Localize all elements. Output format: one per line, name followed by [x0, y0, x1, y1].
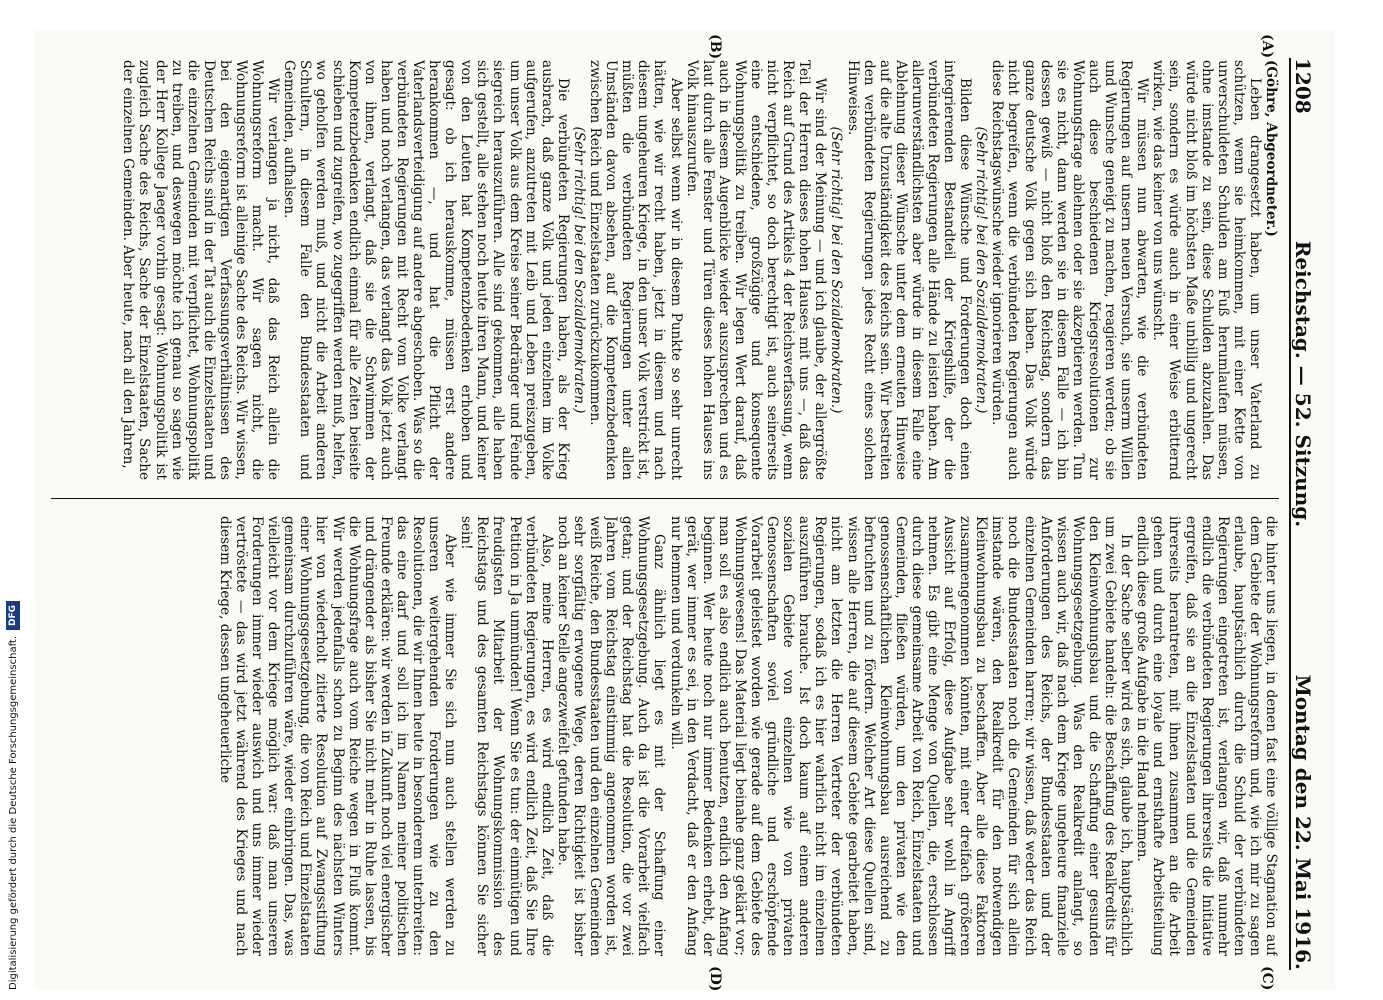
paragraph: Aber selbst wenn wir in diesem Punkte so sehr unrecht hätten, wie wir recht haben, jetzt in diesem und nach diesem ungeheuren Kriege, in den unser Volk verstrickt ist, müßten die verbündeten Regierungen unter allen Umständen davon absehen, auf die Kompetenzbedenken zwischen Reich und Einzelstaaten zurückzukommen.	[587, 60, 684, 480]
paragraph: Bilden diese Wünsche und Forderungen doch einen integrierenden Bestandteil der Kriegshilfe, der die verbündeten Regierungen alle Hände zu leisten haben. Am allerunverständlichsten aber würde in diesem Falle eine Ablehnung dieser Wünsche unter dem erneuten Hinweise auf die alte Unzuständigkeit des Reichs sein. Wir bestreiten den verbündeten Regierungen jedes Recht eines solchen Hinweises.	[844, 60, 974, 480]
paragraph: In der Sache selber wird es sich, glaube ich, hauptsächlich um zwei Gebiete handeln: die Beschaffung des Realkredits für den Kleinwohnungsbau und die Schaffung einer gesunden Wohnungsgesetzgebung. Was den Realkredit anlangt, so wissen auch wir, daß nach dem Kriege ungeheure finanzielle Anforderungen des Reichs, der Bundesstaaten und der einzelnen Gemeinden harren; wir wissen, daß weder das Reich noch die Bundesstaaten noch die Gemeinden für sich allein imstande wären, den Realkredit für den notwendigen Kleinwohnungsbau zu beschaffen. Aber alle diese Faktoren zusammengenommen könnten, mit einer dreifach größeren Aussicht auf Erfolg, diese Aufgabe sehr wohl in Angriff nehmen. Es gibt eine Menge von Quellen, die, erschlossen durch diese gemeinsame Arbeit von Reich, Einzelstaaten und Gemeinden, fließen würden, um den privaten wie den genossenschaftlichen Kleinwohnungsbau ausreichend zu befruchten und zu fördern. Welcher Art diese Quellen sind, wissen alle Herren, die auf diesem Gebiete gearbeitet haben, nicht am letzten die Herren Vertreter der verbündeten Regierungen, sodaß ich es hier wahrlich nicht im einzelnen auszuführen brauche. Ist doch kaum auf einem anderen sozialen Gebiete von einzelnen wie von privaten Genossenschaften soviel gründliche und erschöpfende Vorarbeit geleistet worden wie gerade auf dem Gebiete des Wohnungswesens! Das Material liegt beinahe ganz geklärt vor; man soll es also endlich auch benutzen, endlich den Anfang beginnen. Wer heute noch nur immer Bedenken erhebt, der gerät, wer immer es sei, in den Verdacht, daß er den Anfang nur hemmen und verdunkeln will.	[667, 516, 1135, 956]
paragraph: Ganz ähnlich liegt es mit der Schaffung einer Wohnungsgesetzgebung. Auch da ist die Vorarbeit vielfach getan; und der Reichstag hat die Resolution, die vor zwei Jahren vom Reichstag einstimmig angenommen worden ist, weiß Reiche, den Bundesstaaten und den einzelnen Gemeinden sehr sorgfältig erwogene Wege, deren Richtigkeit ist bisher noch an keiner Stelle angezweifelt gefunden habe.	[554, 516, 668, 956]
interjection: (Sehr richtig! bei den Sozialdemokraten.)	[973, 126, 990, 414]
document-page	[35, 30, 1335, 990]
margin-marker-d: (D)	[707, 966, 723, 992]
left-text-column	[45, 60, 1279, 480]
column-divider	[51, 498, 1279, 499]
paragraph: Wir sind der Meinung — und ich glaube, der allergrößte Teil der Herren dieses hohen Hauses mit uns —, daß das Reich auf Grund des Artikels 4 der Reichsverfassung, wenn nicht verpflichtet, so doch berechtigt ist, auch seinerseits eine entschiedene, großzügige und konsequente Wohnungspolitik zu treiben. Wir legen Wert darauf, daß auch in diesem Augenblicke wieder auszusprechen und es laut durch alle Fenster und Türen dieses hohen Hauses ins Volk hinauszurufen.	[683, 60, 829, 480]
credit-text: Digitalisierung gefördert durch die Deutsche Forschungsgemeinschaft.	[7, 635, 19, 990]
paragraph: Wir verlangen ja nicht, daß das Reich allein die Wohnungsreform macht. Wir sagen nicht, die Wohnungsreform ist alleinige Sache des Reichs. Wir wissen, bei den eigenartigen Verfassungsverhältnissen des Deutschen Reichs sind in der Tat auch die Einzelstaaten und die einzelnen Gemeinden mit verpflichtet, Wohnungspolitik zu treiben, und deswegen möchte ich genau so sagen wie der Herr Kollege Jaeger vorhin gesagt: Wohnungspolitik ist zugleich Sache des Reichs, Sache der Einzelstaaten, Sache der einzelnen Gemeinden. Aber heute, nach all den Jahren,	[120, 60, 282, 480]
paragraph: Leben drangesetzt haben, um unser Vaterland zu schützen, wenn sie heimkommen, mit einer Kette von unverschuldeten Schulden am Fuß herumlaufen müssen, ohne imstande zu sein, diese Schulden abzuzahlen. Das würde nicht bloß im höchsten Maße unbillig und ungerecht sein, sondern es würde auch in einer Weise erbitternd wirken, wie das keiner von uns wünscht.	[1150, 60, 1263, 480]
paragraph: Die verbündeten Regierungen haben, als der Krieg ausbrach, daß ganze Volk und jeden einzelnen im Volke aufgerufen, anzutreten mit Leib und Leben preiszugeben, um unser Volk aus dem Kreise seiner Bedränger und Feinde siegreich herauszuführen. Alle sind gekommen, alle haben sich gestellt, alle stehen noch heute ihren Mann, und keiner von den Leuten hat Kompetenzbedenken erhoben und gesagt: ob ich herauskomme, müssen erst andere herankommen —, und hat die Pflicht der Vaterlandsverteidigung auf andere abgeschoben. Was so die verbündeten Regierungen mit Recht vom Volke verlangt haben und noch verlangen, das verlangt das Volk jetzt auch von ihnen, verlangt, daß sie die Schwimmen der Kompetenzbedenken endlich einmal für alle Zeiten beiseite schieben und zugreifen, wo zugegriffen werden muß, helfen, wo geholfen werden muß, und nicht die Arbeit anderen Schultern, in diesem Falle den Bundesstaaten und Gemeinden, aufhalsen.	[281, 60, 571, 480]
page-header	[1289, 58, 1325, 970]
margin-marker-b: (B)	[707, 34, 723, 60]
paragraph: Aber wie immer Sie sich nun auch stellen werden zu unseren weitergehenden Forderungen wie zu den Resolutionen, die wir Ihnen heute in besonderem unterbreiten: das eine darf und soll ich im Namen meiner politischen Freunde erklären: wir werden in Zukunft noch viel energischer und drängender als bisher Sie nicht mehr in Ruhe lassen, bis die Wohnungsfrage auch vom Reiche wegen in Fluß kommt. Wir werden jedenfalls schon zu Beginn des nächsten Winters hier von wiederholt zitierte Resolution auf Zwangsstiftung einer Wohnungsgesetzgebung, die von Reich und Einzelstaaten gemeinsam durchzuführen wäre, wieder einbringen. Das, was vielleicht vor dem Kriege möglich war: daß man unseren Forderungen immer wieder auswich und uns immer wieder vertröstete — das wird jetzt während des Krieges und nach diesem Kriege, dessen ungeheuerliche	[216, 516, 459, 956]
interjection: (Sehr richtig! bei den Sozialdemokraten.)	[828, 126, 845, 414]
speaker-label: (Göhre, Abgeordneter.)	[1263, 60, 1279, 237]
margin-marker-a: (A)	[1259, 34, 1275, 59]
interjection: (Sehr richtig! bei den Sozialdemokraten.)	[570, 126, 587, 414]
paragraph: Also, meine Herren, es wird endlich Zeit, daß die verbündeten Regierungen, es wird endlich Zeit, daß Sie Ihre Petition in Ja ummünden! Wenn Sie es tun: der einmütigen und freudigsten Mitarbeit der Wohnungskommission des Reichstags und des gesamten Reichstags können Sie sicher sein!	[458, 516, 555, 956]
margin-marker-c: (C)	[1259, 966, 1275, 991]
page-number: 1208	[1291, 58, 1315, 114]
header-title: Reichstag. — 52. Sitzung.	[1291, 240, 1315, 528]
right-text-column	[45, 516, 1279, 956]
paragraph: die hinter uns liegen, in denen fast eine völlige Stagnation auf dem Gebiete der Wohnungsreform und, wie ich mir zu sagen erlaube, hauptsächlich durch die Schuld der verbündeten Regierungen eingetreten ist, verlangen wir, daß nunmehr endlich die verbündeten Regierungen ihrerseits die Initiative ergreifen, daß sie an die Einzelstaaten und die Gemeinden ihrerseits herantreten, mit ihnen zusammen an die Arbeit gehen und durch eine loyale und ernsthafte Arbeitsteilung endlich diese große Aufgabe in die Hand nehmen.	[1134, 516, 1279, 956]
paragraph: Wir müssen nun abwarten, wie die verbündeten Regierungen auf unsern neuen Versuch, sie unserm Willen und Wunsche geneigt zu machen, reagieren werden; ob sie auch diese beschiedenen Kriegsresolutionen zur Wohnungsfrage ablehnen oder sie akzeptieren werden. Tun sie es nicht, dann werden sie in diesem Falle — ich bin dessen gewiß — nicht bloß den Reichstag, sondern das ganze deutsche Volk gegen sich haben. Das Volk würde nicht begreifen, wenn die verbündeten Regierungen auch diese Reichstagswünsche wieder ignorieren würden.	[989, 60, 1151, 480]
header-date: Montag den 22. Mai 1916.	[1291, 674, 1315, 970]
dfg-logo: DFG	[6, 601, 20, 630]
digitization-credit	[4, 0, 22, 990]
